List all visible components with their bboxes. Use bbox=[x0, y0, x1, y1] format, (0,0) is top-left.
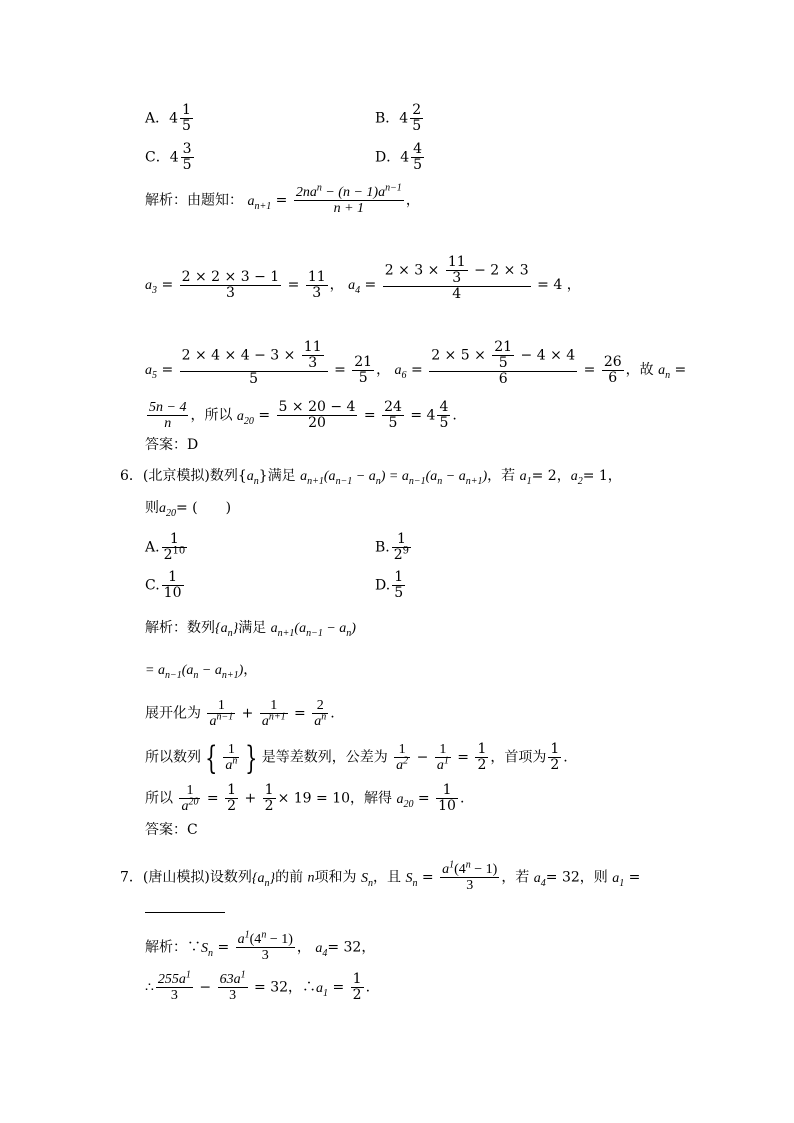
numerator: 2 × 2 × 3 − 1 bbox=[181, 268, 280, 285]
denominator bbox=[162, 545, 188, 563]
num-part: 2na bbox=[295, 185, 317, 200]
fraction bbox=[260, 698, 288, 729]
numerator: 1 bbox=[436, 783, 458, 799]
exponent: 10 bbox=[172, 545, 186, 557]
text: ，若 bbox=[501, 869, 530, 886]
q6-solution-5: 所以 $\frac{1}{a^{20}}$ = $\frac{1}{2}$ + $\frac{1}{2}$ × 19 = 10，解得 $a_{20}$ = $\frac{1}{10}$ . bbox=[145, 782, 465, 814]
denominator: 3 bbox=[312, 284, 322, 301]
numerator: 5n − 4 bbox=[149, 400, 187, 415]
q5-a20: $\frac{5n - 4}{n}$ ，所以 $a_{20}$ = $\frac{5 \times 20 - 4}{20}$ = $\frac{24}{5}$ = 4 $\frac{4}{5}$ . bbox=[149, 399, 457, 431]
fraction bbox=[392, 570, 405, 601]
numerator: 1 bbox=[264, 782, 274, 798]
numerator: 1 bbox=[435, 742, 451, 758]
denominator: 3 bbox=[261, 948, 269, 963]
num-part: 63a bbox=[219, 972, 241, 987]
math-term: $\{a_n\}$ bbox=[251, 870, 276, 889]
numerator: 11 bbox=[303, 339, 322, 355]
numerator: $2na^n - (n - 1)a^{n-1}$ bbox=[295, 182, 402, 200]
text: ，故 bbox=[625, 362, 654, 378]
numerator bbox=[180, 340, 328, 372]
fraction bbox=[277, 400, 358, 431]
denominator: n bbox=[164, 416, 172, 431]
therefore-symbol: ∴ bbox=[145, 979, 154, 996]
fraction bbox=[312, 698, 328, 729]
denominator: $a^1$ bbox=[436, 755, 449, 773]
numerator: 1 bbox=[223, 742, 239, 758]
fraction bbox=[263, 783, 276, 814]
fraction bbox=[602, 355, 624, 386]
numerator: 1 bbox=[477, 741, 487, 757]
numerator: 1 bbox=[392, 532, 411, 548]
denominator: 3 bbox=[225, 284, 235, 301]
math-term: $a_3$ bbox=[145, 278, 157, 296]
fraction bbox=[207, 698, 235, 729]
math-var: a bbox=[247, 193, 255, 209]
denominator: 5 bbox=[498, 355, 508, 371]
denominator: 10 bbox=[163, 585, 182, 601]
fraction bbox=[440, 859, 499, 893]
fraction bbox=[180, 103, 193, 134]
fraction bbox=[147, 400, 188, 431]
q6-stem: 6．(北京模拟)数列$\{a_n\}$满足 $a_{n+1}(a_{n-1} - a_n) = a_{n-1}(a_n - a_{n+1})$，若 $a_1= 2$，$a_2= 1$， bbox=[120, 468, 622, 487]
q5-option-d bbox=[375, 142, 426, 173]
option-label: C． bbox=[145, 149, 170, 166]
denominator: 5 bbox=[394, 585, 404, 601]
text: 项和为 bbox=[314, 869, 357, 886]
text: ，若 bbox=[487, 468, 516, 484]
numerator: 5 × 20 − 4 bbox=[278, 399, 356, 415]
math-term: $a_{20}$ bbox=[159, 501, 176, 519]
option-label: D. bbox=[375, 577, 391, 594]
text: 所以 bbox=[145, 790, 173, 807]
q7-solution-2: ∴ $\frac{255a^1}{3}$ − $\frac{63a^1}{3}$ = 32，$\therefore a_1$ = $\frac{1}{2}$ . bbox=[145, 969, 371, 1003]
denominator: $a^{n+1}$ bbox=[261, 711, 286, 729]
q6-stem-2 bbox=[145, 500, 231, 517]
option-label: B. bbox=[375, 539, 390, 556]
numerator: 1 bbox=[182, 102, 191, 118]
solution-label: 解析：∵ bbox=[145, 939, 201, 956]
math-expr: $a_{n+1}(a_{n-1} - a_n)$ bbox=[270, 621, 356, 639]
numerator: $a^1(4^n - 1)$ bbox=[237, 929, 293, 947]
num-part: 255a bbox=[157, 972, 186, 987]
q7-solution-1: 解析：$\because S_n$ = $\frac{a^1(4^n - 1)}{3}$ ， $a_4= 32$， bbox=[145, 929, 376, 963]
math-term: $a_2$ bbox=[570, 469, 583, 487]
fraction bbox=[392, 532, 411, 563]
denominator: n + 1 bbox=[333, 201, 365, 216]
text: 满足 bbox=[267, 468, 296, 484]
inner-fraction bbox=[446, 255, 468, 286]
denominator: $a^{20}$ bbox=[181, 796, 199, 814]
fraction bbox=[475, 742, 488, 773]
option-label: C. bbox=[145, 577, 160, 594]
math-expr: = $a_{n-1}(a_n - a_{n+1})$ bbox=[145, 663, 244, 681]
q5-a5-a6: $a_5$ = 2 × 4 × 4 − 3 × $\frac{11}{3}$ 5 = $\frac{21}{5}$ ， $a_6$ = 2 × 5 × $\frac{21}{5}$ − 4 × 4 6 = $\frac{26}{6}$ ，故 $a_n$ = bbox=[145, 339, 687, 387]
text: = 32， bbox=[327, 939, 376, 956]
q6-option-c bbox=[145, 570, 186, 601]
fraction bbox=[156, 969, 193, 1003]
text: × 19 = 10，解得 bbox=[277, 790, 393, 807]
numerator: 24 bbox=[384, 399, 402, 415]
denominator: 5 bbox=[412, 118, 422, 134]
q6-solution-1 bbox=[145, 620, 356, 637]
fraction bbox=[218, 969, 248, 1003]
fraction bbox=[181, 142, 194, 173]
numerator: 1 bbox=[179, 783, 200, 799]
denominator: $a^n$ bbox=[225, 755, 238, 773]
numerator: 1 bbox=[352, 971, 362, 987]
answer-blank[interactable] bbox=[145, 898, 225, 913]
num-part: − 2 × 3 bbox=[469, 262, 529, 279]
answer-paren: = ( ) bbox=[176, 500, 232, 516]
text: ，首项为 bbox=[490, 749, 547, 766]
denominator: 6 bbox=[498, 371, 508, 387]
math-term: $a_1$ bbox=[316, 980, 329, 999]
denominator: $a^n$ bbox=[314, 711, 327, 729]
fraction bbox=[223, 742, 239, 773]
base: 2 bbox=[393, 547, 403, 563]
fraction bbox=[351, 972, 364, 1003]
math-term: $a_n$ bbox=[658, 363, 671, 381]
solution-label: 解析：数列 bbox=[145, 620, 215, 636]
numerator: 11 bbox=[447, 254, 466, 270]
math-term: $a_4$ bbox=[533, 870, 546, 889]
brace: } bbox=[245, 738, 258, 777]
option-label: A． bbox=[145, 110, 170, 127]
text: (北京模拟)数列{ bbox=[142, 468, 247, 484]
denominator: 5 bbox=[388, 415, 398, 431]
fraction bbox=[437, 400, 450, 431]
text: ，所以 bbox=[190, 407, 233, 424]
text: = 32，则 bbox=[545, 869, 608, 886]
q6-option-d bbox=[375, 570, 407, 601]
numerator: 1 bbox=[227, 782, 237, 798]
numerator: 1 bbox=[162, 532, 188, 548]
text: 的前 bbox=[275, 869, 304, 886]
numerator: 21 bbox=[354, 353, 373, 370]
fraction bbox=[548, 742, 561, 773]
fraction bbox=[382, 400, 404, 431]
q5-solution-recurrence: 解析：由题知： $a_{n+1}$ = $2na^n - (n - 1)a^{n-1}$ n + 1 ， bbox=[145, 182, 420, 216]
denominator: 2 bbox=[477, 757, 487, 773]
mixed-int: 4 bbox=[399, 110, 409, 127]
q6-solution-2: = $a_{n-1}(a_n - a_{n+1})$， bbox=[145, 662, 258, 681]
q5-option-b bbox=[375, 103, 425, 134]
num-part: − 1) bbox=[470, 862, 498, 877]
text: 则 bbox=[145, 500, 159, 516]
text: = 1， bbox=[582, 468, 622, 484]
text: 所以数列 bbox=[145, 749, 201, 766]
num-part: 2 × 4 × 4 − 3 × bbox=[181, 347, 300, 364]
q6-solution-3: 展开化为 $\frac{1}{a^{n-1}}$ + $\frac{1}{a^{n+1}}$ = $\frac{2}{a^n}$ . bbox=[145, 698, 335, 729]
fraction bbox=[179, 783, 200, 814]
math-term: $a_6$ bbox=[394, 363, 407, 381]
solution-label: 解析：由题知： bbox=[145, 192, 243, 209]
denominator: 5 bbox=[413, 157, 423, 173]
denominator: 5 bbox=[182, 118, 191, 134]
numerator: 4 bbox=[439, 399, 449, 415]
option-label: B． bbox=[375, 110, 400, 127]
num-part: 2 × 5 × bbox=[431, 347, 491, 364]
q6-answer: 答案：C bbox=[145, 822, 198, 838]
denominator: 5 bbox=[439, 415, 449, 431]
q6-option-a bbox=[145, 532, 189, 563]
math-term: $a_4$ bbox=[348, 278, 361, 296]
num-part: (4 bbox=[454, 862, 466, 877]
num-part: − (n − 1)a bbox=[321, 185, 386, 200]
num-part: − 4 × 4 bbox=[516, 347, 576, 364]
q5-answer: 答案：D bbox=[145, 437, 199, 453]
mixed-int: 4 bbox=[426, 407, 436, 424]
text: (唐山模拟)设数列 bbox=[142, 869, 252, 886]
math-term: $a_1$ bbox=[612, 870, 625, 889]
math-term: $a_{20}$ bbox=[236, 408, 254, 427]
fraction bbox=[225, 783, 238, 814]
denominator: $a^{n-1}$ bbox=[209, 711, 234, 729]
option-label: D． bbox=[375, 149, 401, 166]
num-part: 2 × 3 × bbox=[384, 262, 444, 279]
q7-stem: 7．(唐山模拟)设数列$\{a_n\}$的前 n项和为 $S_n$，且 $S_n$ = $\frac{a^1(4^n - 1)}{3}$ ，若 $a_4= 32$，则 $a_1$ = bbox=[120, 859, 641, 893]
option-label: A. bbox=[145, 539, 160, 556]
text: 是等差数列，公差为 bbox=[261, 749, 388, 766]
numerator: 1 bbox=[394, 569, 404, 585]
fraction bbox=[162, 570, 184, 601]
denominator: 2 bbox=[352, 987, 362, 1003]
fraction bbox=[162, 532, 188, 563]
exponent: 9 bbox=[402, 545, 410, 557]
numerator: 4 bbox=[413, 141, 423, 157]
q6-option-b bbox=[375, 532, 413, 563]
fraction bbox=[180, 270, 282, 301]
fraction bbox=[294, 182, 404, 216]
q5-option-a bbox=[145, 103, 195, 134]
numerator bbox=[429, 340, 577, 372]
math-term: $S_n$ bbox=[201, 940, 213, 959]
denominator: 3 bbox=[452, 270, 462, 286]
numerator: $63a^1$ bbox=[219, 969, 246, 987]
text: ，且 bbox=[372, 869, 401, 886]
numerator: 21 bbox=[494, 339, 513, 355]
math-expr: $a_{n+1}(a_{n-1} - a_n) = a_{n-1}(a_n - a_{n+1})$ bbox=[300, 469, 488, 487]
numerator: 1 bbox=[260, 698, 288, 714]
text: = 32，∴ bbox=[254, 979, 317, 996]
math-term: n bbox=[307, 870, 315, 886]
math-term: $a_{20}$ bbox=[396, 791, 414, 810]
text: 满足 bbox=[238, 620, 267, 636]
denominator: 5 bbox=[249, 371, 259, 387]
fraction bbox=[436, 783, 458, 814]
numerator: $a^1(4^n - 1)$ bbox=[442, 859, 498, 877]
numerator bbox=[383, 255, 531, 287]
denominator: $a^2$ bbox=[396, 755, 409, 773]
denominator: 5 bbox=[358, 369, 368, 386]
fraction bbox=[306, 270, 328, 301]
math-term: $a_n$ bbox=[246, 469, 259, 487]
fraction bbox=[410, 103, 423, 134]
math-term: $a_5$ bbox=[145, 363, 157, 381]
brace: { bbox=[205, 738, 218, 777]
denominator: 3 bbox=[466, 878, 474, 893]
denominator: 3 bbox=[308, 355, 318, 371]
q6-solution-4: 所以数列 { $\frac{1}{a^n}$ } 是等差数列，公差为 $\frac{1}{a^2}$ − $\frac{1}{a^1}$ = $\frac{1}{2}$ ，首项为 $\frac{1}{2}$ . bbox=[145, 738, 568, 777]
denominator: 2 bbox=[550, 757, 560, 773]
denominator bbox=[392, 545, 411, 563]
fraction bbox=[236, 929, 295, 963]
text: = 2， bbox=[531, 468, 571, 484]
numerator: 1 bbox=[207, 698, 235, 714]
fraction bbox=[352, 355, 374, 386]
base: 2 bbox=[163, 547, 173, 563]
fraction bbox=[435, 742, 451, 773]
math-term: $a_4$ bbox=[315, 940, 328, 959]
numerator: $255a^1$ bbox=[157, 969, 191, 987]
numerator: 3 bbox=[182, 141, 192, 157]
numerator: 26 bbox=[603, 353, 622, 370]
math-term: $a_1$ bbox=[519, 469, 532, 487]
denominator: 3 bbox=[229, 988, 237, 1003]
numerator: 2 bbox=[412, 102, 422, 118]
denominator: 4 bbox=[452, 286, 462, 302]
denominator: 2 bbox=[227, 798, 237, 814]
denominator: 2 bbox=[264, 798, 274, 814]
math-term: $\{a_n\}$ bbox=[215, 621, 239, 639]
inner-fraction bbox=[302, 340, 324, 371]
mixed-int: 4 bbox=[169, 110, 179, 127]
math-term: $S_n$ bbox=[360, 870, 373, 889]
denominator: 5 bbox=[182, 157, 192, 173]
text: 展开化为 bbox=[145, 705, 201, 722]
q7-blank[interactable] bbox=[145, 898, 225, 917]
fraction bbox=[383, 255, 531, 302]
numerator: 2 bbox=[312, 698, 328, 714]
fraction bbox=[429, 340, 577, 387]
question-number: 6． bbox=[120, 468, 143, 484]
result: = 4 ， bbox=[537, 277, 581, 293]
denominator: 10 bbox=[438, 798, 456, 814]
numerator: 1 bbox=[550, 741, 560, 757]
numerator: 11 bbox=[307, 268, 326, 285]
denominator: 6 bbox=[608, 369, 618, 386]
q5-a3-a4: $a_3$ = $\frac{2 \times 2 \times 3 - 1}{3}$ = $\frac{11}{3}$ ， $a_4$ = 2 × 3 × $\frac{11}{3}$ − 2 × 3 4 = 4 ， bbox=[145, 254, 581, 302]
inner-fraction bbox=[492, 340, 514, 371]
numerator: 1 bbox=[162, 570, 184, 586]
num-part: − 1) bbox=[266, 932, 293, 947]
question-number: 7． bbox=[120, 869, 143, 886]
math-term: $a_{n+1}$ bbox=[247, 193, 272, 212]
numerator: 1 bbox=[394, 742, 410, 758]
q5-option-c bbox=[145, 142, 196, 173]
denominator: 3 bbox=[170, 988, 178, 1003]
fraction bbox=[411, 142, 424, 173]
fraction bbox=[394, 742, 410, 773]
math-term: $S_n$ bbox=[405, 870, 418, 889]
fraction bbox=[180, 340, 328, 387]
denominator: 20 bbox=[308, 415, 326, 431]
num-part: (4 bbox=[249, 932, 262, 947]
mixed-int: 4 bbox=[169, 149, 179, 166]
mixed-int: 4 bbox=[400, 149, 410, 166]
